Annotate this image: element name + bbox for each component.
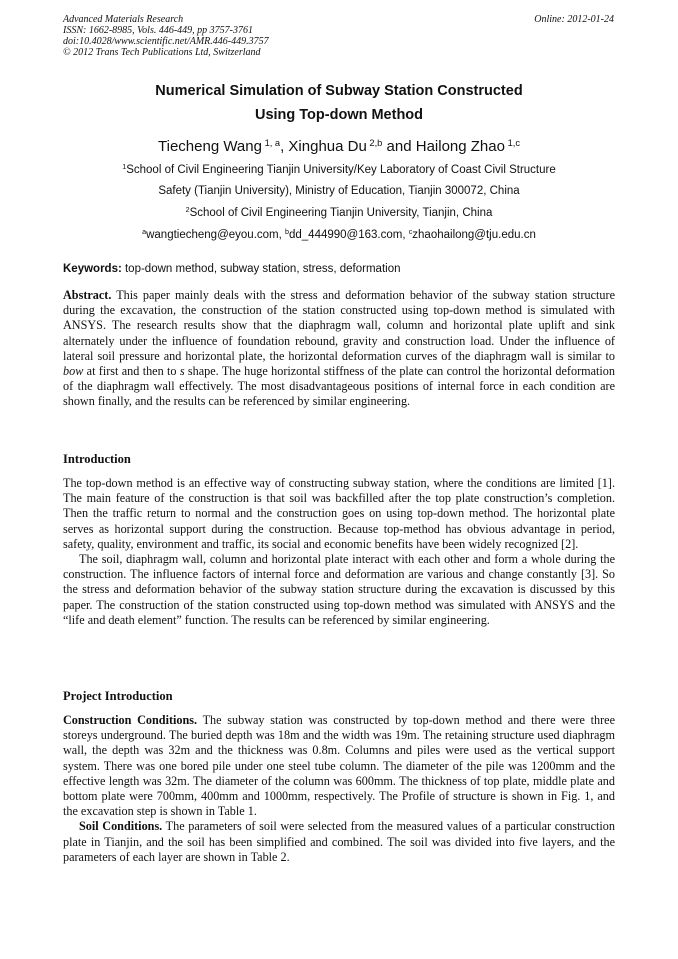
affiliation-1-line-1: $^1$School of Civil Engineering Tianjin University/Key Laboratory of Coast Civil Structure (122, 163, 556, 176)
online-date: Online: 2012-01-24 (534, 14, 614, 25)
doi-line[interactable]: doi:10.4028/www.scientific.net/AMR.446-449.3757 (63, 36, 269, 47)
introduction-heading: Introduction (63, 452, 131, 466)
email-a[interactable]: wangtiecheng@eyou.com, (146, 229, 286, 241)
author-2-affiliation: 2,b (369, 137, 383, 148)
introduction-paragraph-1: The top-down method is an effective way of constructing subway station, where the conditions are limited [1]. The main feature of the construction is that soil was backfilled after the top plate construction’s completion. Then the traffic return to normal and the construction goes on using top-down method. The horizontal plate serves as horizontal support during the construction. Because top-method has obvious advantage in period, safety, quality, environment and traffic, its social and economic benefits have been widely recognized [2]. (63, 476, 615, 551)
paper-title-line-2: Using Top-down Method (254, 107, 424, 123)
email-b[interactable]: dd_444990@163.com, (288, 229, 409, 241)
journal-name: Advanced Materials Research (63, 14, 184, 25)
abstract: Abstract. This paper mainly deals with the stress and deformation behavior of the subway station structure during the excavation, the construction of the station constructed using top-down method is simulated with ANSYS. The research results show that the diaphragm wall, column and horizontal plate uplift and sink alternately under the influence of foundation rebound, gravity and construction load. Under the influence of lateral soil pressure and horizontal plate, the horizontal deformation curves of the diaphragm wall is similar to bow at first and then to s shape. The huge horizontal stiffness of the plate can control the horizontal deformation of the diaphragm wall effectively. The most disadvantageous positions of internal force in each condition are shown finally, and the results can be referenced by similar engineering. (63, 288, 615, 409)
email-c[interactable]: zhaohailong@tju.edu.cn (412, 229, 536, 241)
soil-conditions-paragraph: Soil Conditions. The parameters of soil were selected from the measured values of a particular construction plate in Tianjin, and the soil has been simplified and combined. The soil was divided into five layers, and the parameters of each layer are shown in Table 2. (63, 819, 615, 864)
project-introduction-body (63, 713, 615, 865)
copyright-line: © 2012 Trans Tech Publications Ltd, Switzerland (63, 47, 261, 58)
keywords-text: top-down method, subway station, stress, deformation (121, 263, 401, 275)
affiliation-2: $^2$School of Civil Engineering Tianjin University, Tianjin, China (185, 206, 493, 219)
keywords (63, 263, 615, 275)
affiliation-1-line-2: Safety (Tianjin University), Ministry of Education, Tianjin 300072, China (158, 185, 520, 197)
construction-conditions-paragraph: Construction Conditions. The subway station was constructed by top-down method and there were three storeys underground. The buried depth was 18m and the width was 19m. The retaining structure used diaphragm wall, the depth was 32m and the thickness was 0.8m. Columns and piles were used as the vertical support system. There was one bored pile under one steel tube column. The diameter of the pile was 1200mm and the effective length was 32m. The diameter of the column was 600mm. The thickness of top plate, middle plate and bottom plate were 700mm, 400mm and 1000mm, respectively. The Profile of structure is shown in Fig. 1, and the excavation step is shown in Table 1. (63, 713, 615, 819)
issn-line: ISSN: 1662-8985, Vols. 446-449, pp 3757-3761 (63, 25, 253, 36)
introduction-paragraph-2: The soil, diaphragm wall, column and horizontal plate interact with each other and form a whole during the construction. The influence factors of internal force and deformation are various and change constantly [3]. So the stress and deformation behavior of the subway station structure during the excavation is discussed by this paper. The construction of the station constructed using top-down method was simulated with ANSYS and the “life and death element” function. The results can be referenced by similar engineering. (63, 552, 615, 627)
paper-title-line-1: Numerical Simulation of Subway Station Constructed (155, 83, 523, 99)
author-1: Tiecheng Wang (158, 138, 262, 155)
abstract-label: Abstract. (63, 288, 112, 302)
publication-info (63, 14, 269, 58)
email-line: $^a$wangtiecheng@eyou.com, $^b$dd_444990@163.com, $^c$zhaohailong@tju.edu.cn (142, 228, 536, 241)
project-introduction-heading: Project Introduction (63, 689, 173, 703)
keywords-label: Keywords: (63, 263, 122, 275)
author-2: Xinghua Du (288, 138, 367, 155)
author-3-affiliation: 1,c (507, 137, 520, 148)
author-1-affiliation: 1, a (264, 137, 281, 148)
author-3: Hailong Zhao (415, 138, 505, 155)
author-list: Tiecheng Wang $^{1, a}$, Xinghua Du $^{2,b}$ and Hailong Zhao $^{1,c}$ (158, 137, 520, 155)
introduction-body (63, 476, 615, 628)
